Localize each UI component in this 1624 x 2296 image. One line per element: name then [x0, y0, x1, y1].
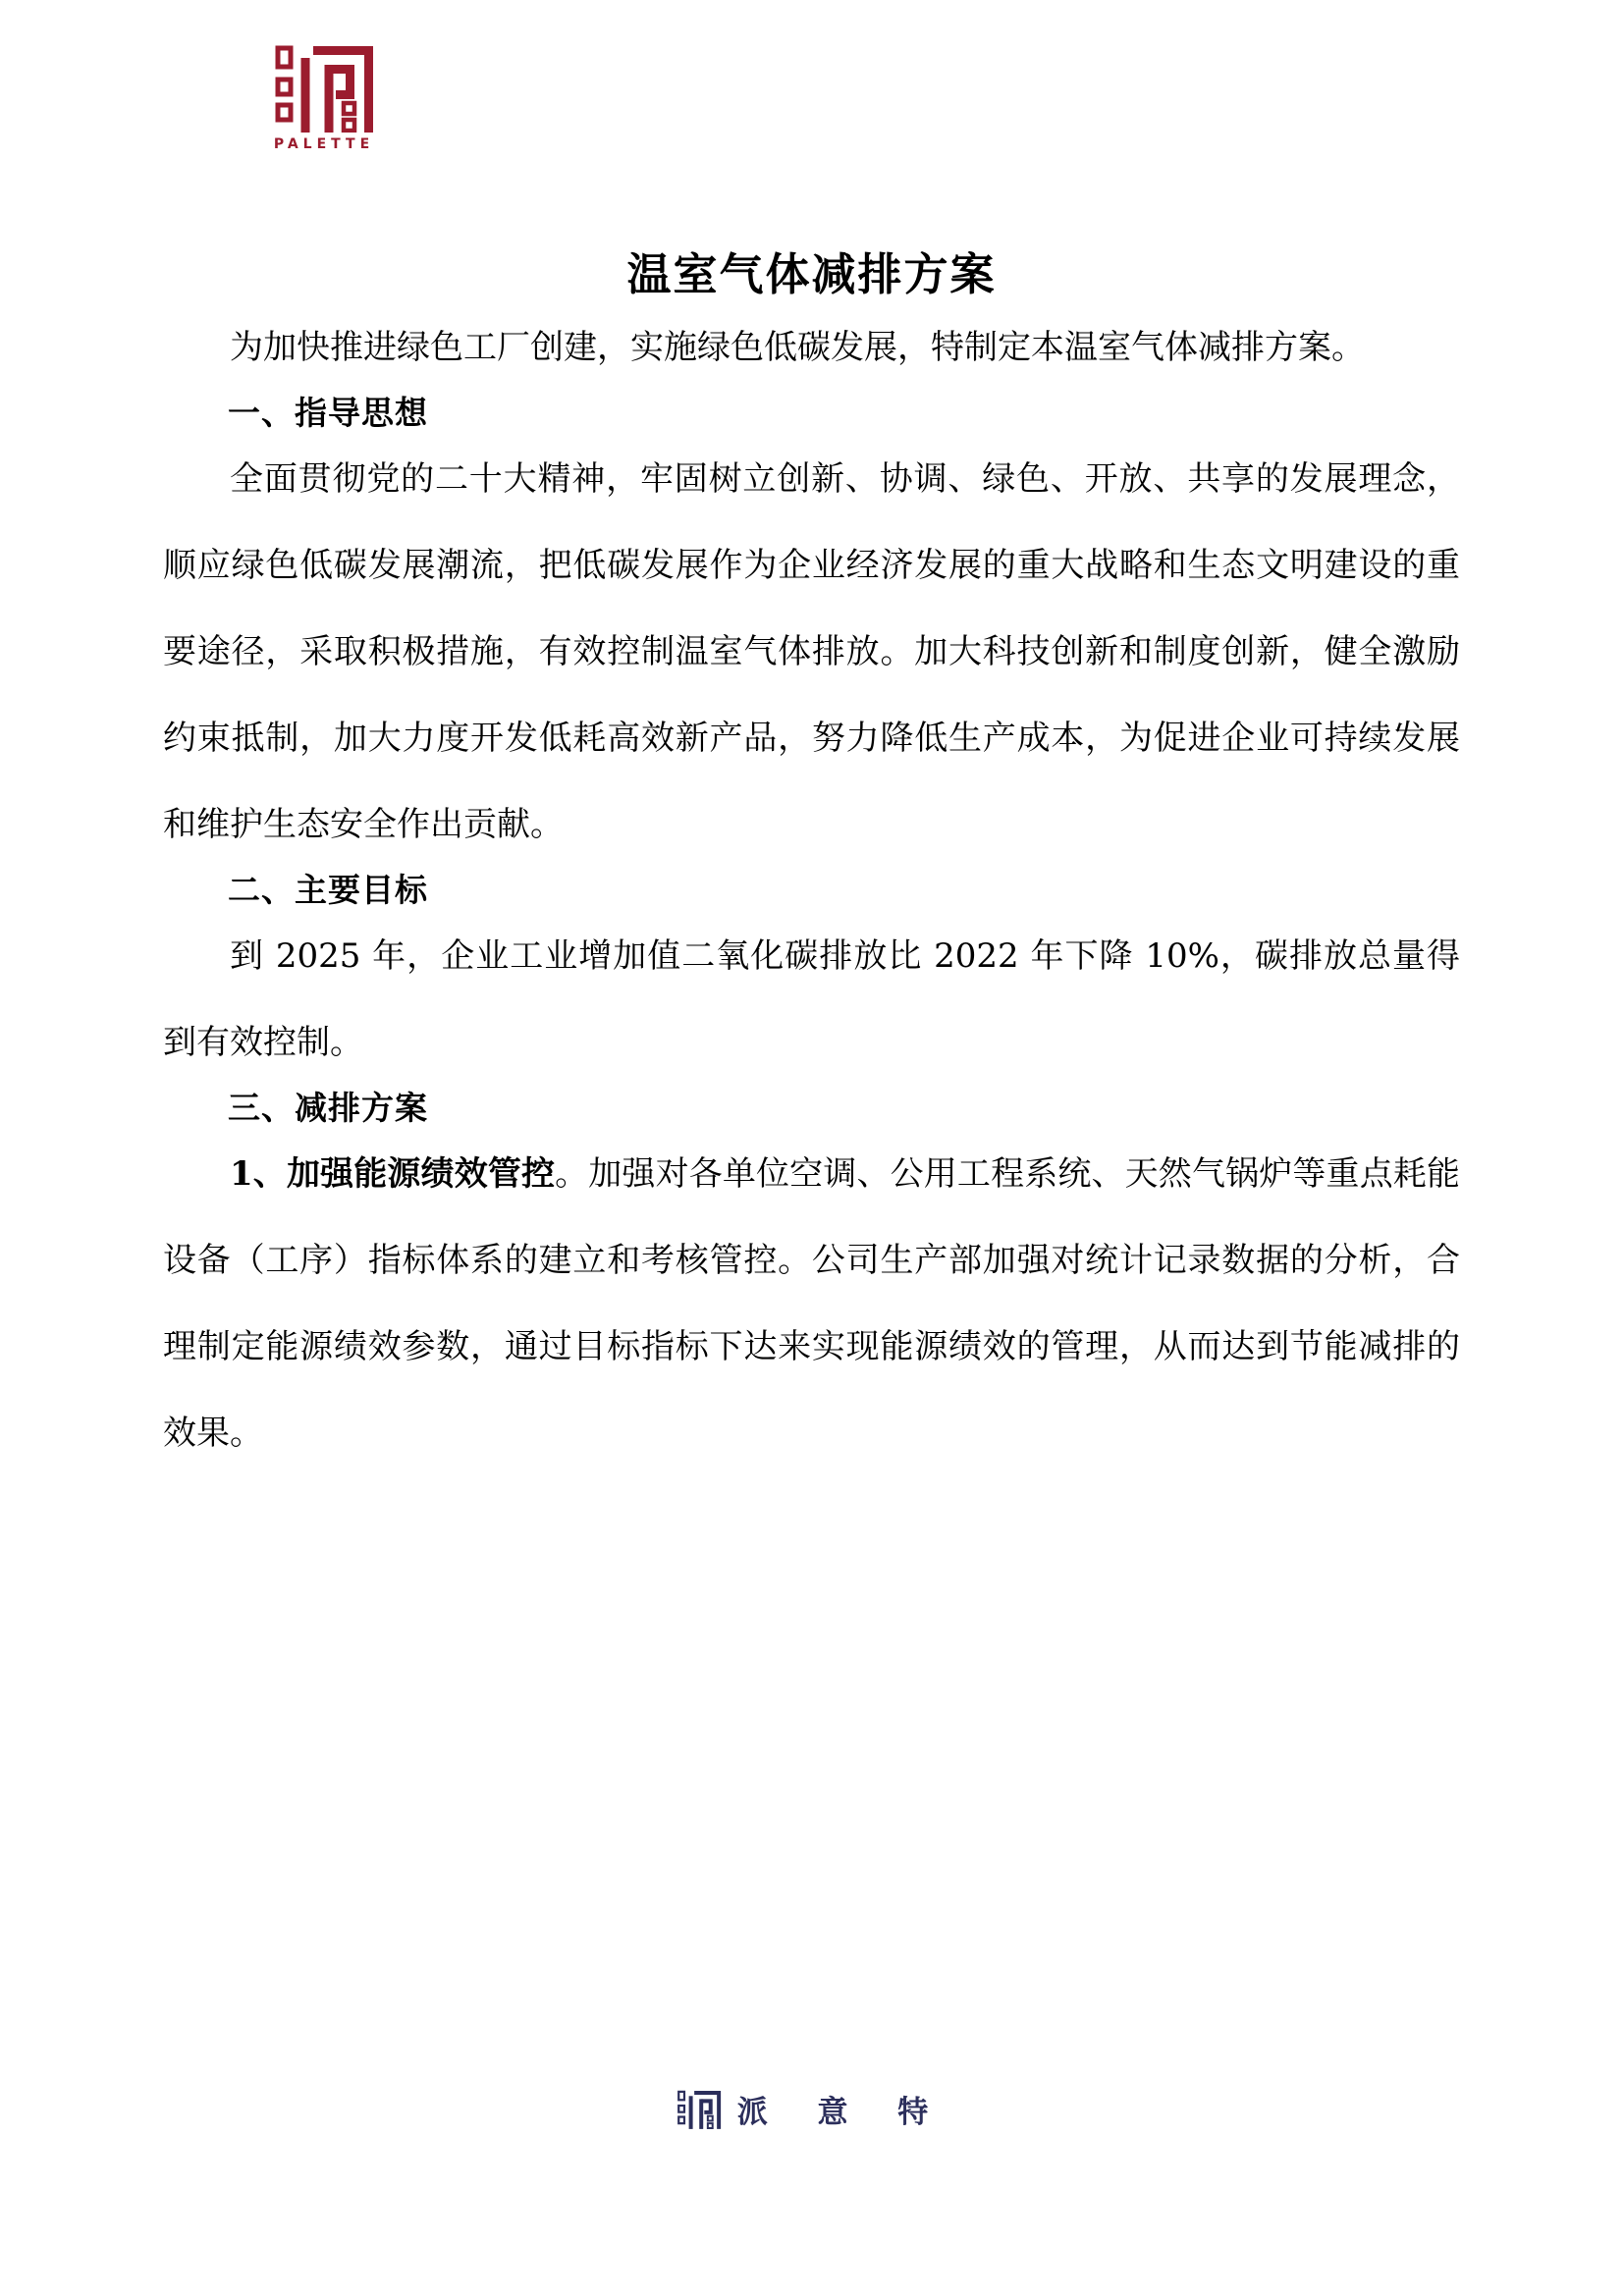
footer-logo-wordmark: 派 意 特 — [736, 2095, 948, 2130]
document-content — [163, 0, 1460, 1476]
section-heading-main-goals: 二、主要目标 — [228, 871, 428, 909]
section-paragraph-reduction-plan — [163, 1131, 1460, 1476]
intro-paragraph: 为加快推进绿色工厂创建，实施绿色低碳发展，特制定本温室气体减排方案。 — [230, 328, 1365, 367]
list-item-lead: 1、加强能源绩效管控 — [230, 1154, 556, 1194]
page-title: 温室气体减排方案 — [626, 248, 997, 300]
paiyite-logo-icon — [677, 2090, 722, 2129]
footer-logo — [0, 2087, 1624, 2131]
list-item-body: 。加强对各单位空调、公用工程系统、天然气锅炉等重点耗能设备（工序）指标体系的建立和考核管控。公司生产部加强对统计记录数据的分析，合理制定能源绩效参数，通过目标指标下达来实现能源绩效的管理，从而达到节能减排的效果。 — [163, 1154, 1460, 1453]
section-paragraph-main-goals: 到 2025 年，企业工业增加值二氧化碳排放比 2022 年下降 10%，碳排放总量得到有效控制。 — [163, 936, 1460, 1062]
section-heading-reduction-plan: 三、减排方案 — [228, 1089, 428, 1127]
section-paragraph-guiding-ideology: 全面贯彻党的二十大精神，牢固树立创新、协调、绿色、开放、共享的发展理念，顺应绿色低碳发展潮流，把低碳发展作为企业经济发展的重大战略和生态文明建设的重要途径，采取积极措施，有效控制温室气体排放。加大科技创新和制度创新，健全激励约束抵制，加大力度开发低耗高效新产品，努力降低生产成本，为促进企业可持续发展和维护生态安全作出贡献。 — [163, 459, 1460, 844]
section-heading-guiding-ideology: 一、指导思想 — [228, 394, 428, 432]
header-logo-wordmark: PALETTE — [273, 136, 375, 152]
